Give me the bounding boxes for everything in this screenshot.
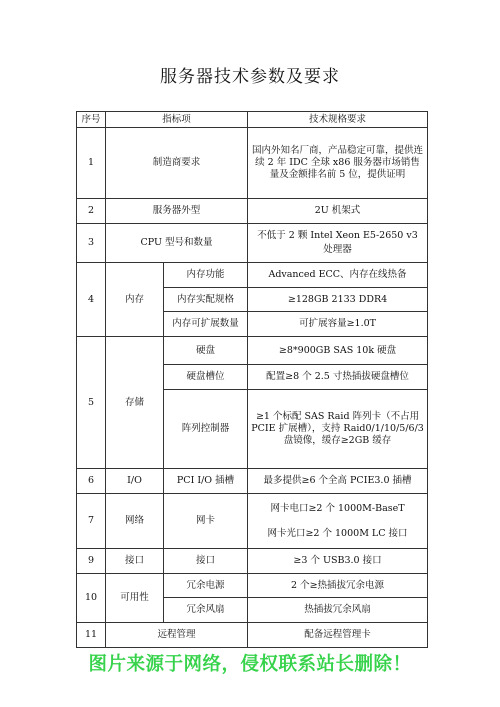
row-no: 4 (77, 263, 106, 337)
row-no: 10 (77, 574, 106, 623)
table-row (77, 549, 428, 574)
row-req: 可扩展容量≥1.0T (248, 312, 428, 337)
row-subitem: 网卡 (164, 494, 248, 549)
row-item: 远程管理 (106, 623, 248, 648)
row-subitem: 内存可扩展数量 (164, 312, 248, 337)
row-item: 网络 (106, 494, 164, 549)
table-row (77, 469, 428, 494)
row-req: 不低于 2 颗 Intel Xeon E5-2650 v3 处理器 (248, 224, 428, 263)
row-req: 国内外知名厂商，产品稳定可靠，提供连续 2 年 IDC 全球 x86 服务器市场销售量及金额排名前 5 位，提供证明 (248, 128, 428, 199)
row-no: 3 (77, 224, 106, 263)
table-row (77, 224, 428, 263)
table-row (77, 263, 428, 288)
table-row (77, 623, 428, 648)
row-no: 2 (77, 199, 106, 224)
row-no: 1 (77, 128, 106, 199)
table-row (77, 574, 428, 598)
row-no: 6 (77, 469, 106, 494)
row-req: 配备远程管理卡 (248, 623, 428, 648)
row-req: 2 个≥热插拔冗余电源 (248, 574, 428, 598)
row-req: 热插拔冗余风扇 (248, 598, 428, 623)
table-row (77, 337, 428, 365)
row-item: 存储 (106, 337, 164, 469)
row-subitem: 内存功能 (164, 263, 248, 288)
table-header-row (77, 112, 428, 128)
header-req: 技术规格要求 (248, 112, 428, 128)
row-no: 11 (77, 623, 106, 648)
table-row (77, 494, 428, 549)
row-subitem: 内存实配规格 (164, 288, 248, 312)
document-title: 服务器技术参数及要求 (160, 67, 340, 87)
row-req: ≥8*900GB SAS 10k 硬盘 (248, 337, 428, 365)
row-item: 制造商要求 (106, 128, 248, 199)
row-no: 7 (77, 494, 106, 549)
row-item: 服务器外型 (106, 199, 248, 224)
row-subitem: PCI I/O 插槽 (164, 469, 248, 494)
row-req: 2U 机架式 (248, 199, 428, 224)
row-no: 5 (77, 337, 106, 469)
row-subitem: 冗余电源 (164, 574, 248, 598)
req-line: 网卡电口≥2 个 1000M-BaseT (270, 503, 405, 514)
row-req: ≥1 个标配 SAS Raid 阵列卡（不占用 PCIE 扩展槽），支持 Raid0/1/10/5/6/3 盘镜像，缓存≥2GB 缓存 (248, 390, 428, 469)
spec-table (76, 111, 428, 648)
row-req: ≥3 个 USB3.0 接口 (248, 549, 428, 574)
row-req (248, 494, 428, 549)
row-item: 可用性 (106, 574, 164, 623)
header-item: 指标项 (106, 112, 248, 128)
row-req: ≥128GB 2133 DDR4 (248, 288, 428, 312)
row-no: 9 (77, 549, 106, 574)
row-item: I/O (106, 469, 164, 494)
row-subitem: 硬盘 (164, 337, 248, 365)
row-req: 最多提供≥6 个全高 PCIE3.0 插槽 (248, 469, 428, 494)
row-subitem: 冗余风扇 (164, 598, 248, 623)
row-subitem: 阵列控制器 (164, 390, 248, 469)
row-item: CPU 型号和数量 (106, 224, 248, 263)
table-row (77, 128, 428, 199)
table-row (77, 199, 428, 224)
row-item: 内存 (106, 263, 164, 337)
row-req: 配置≥8 个 2.5 寸热插拔硬盘槽位 (248, 365, 428, 390)
req-line: 网卡光口≥2 个 1000M LC 接口 (267, 528, 408, 539)
row-req: Advanced ECC、内存在线热备 (248, 263, 428, 288)
header-no: 序号 (77, 112, 106, 128)
watermark-text: 图片来源于网络，侵权联系站长删除！ (88, 654, 412, 675)
row-subitem: 接口 (164, 549, 248, 574)
row-subitem: 硬盘槽位 (164, 365, 248, 390)
row-item: 接口 (106, 549, 164, 574)
